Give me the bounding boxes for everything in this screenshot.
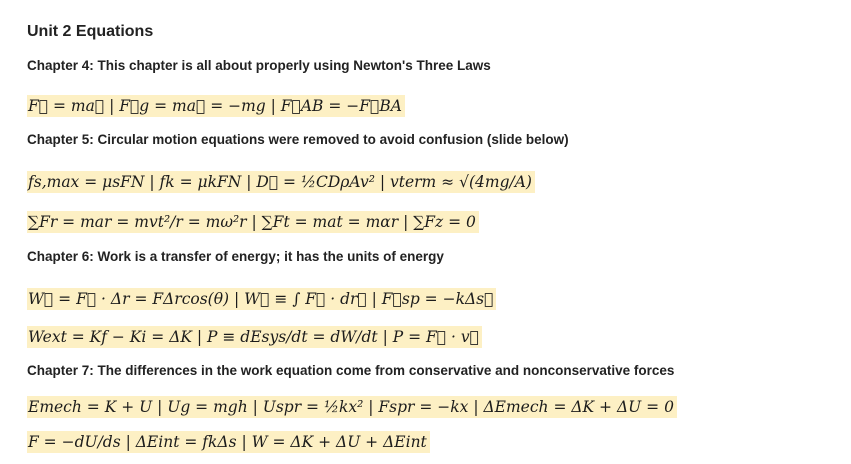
chapter-6-equation-1: W⃗ = F⃗ · Δr = FΔrcos(θ) | W⃗ ≡ ∫ F⃗ · dr⃗ | F⃗sp = −kΔs⃗ — [27, 288, 496, 310]
page-title: Unit 2 Equations — [27, 23, 154, 40]
chapter-7-equation-1: Emech = K + U | Ug = mgh | Uspr = ½kx² | Fspr = −kx | ΔEmech = ΔK + ΔU = 0 — [27, 396, 677, 418]
chapter-5-heading: Chapter 5: Circular motion equations were removed to avoid confusion (slide below) — [27, 132, 569, 147]
chapter-4-heading: Chapter 4: This chapter is all about properly using Newton's Three Laws — [27, 58, 491, 73]
chapter-5-equation-1: fs,max = μsFN | fk = μkFN | D⃗ = ½CDρAv² | vterm ≈ √(4mg/A) — [27, 171, 535, 193]
chapter-6-equation-2: Wext = Kf − Ki = ΔK | P ≡ dEsys/dt = dW/dt | P = F⃗ · v⃗ — [27, 326, 482, 348]
chapter-4-equation-1: F⃗ = ma⃗ | F⃗g = ma⃗ = −mg | F⃗AB = −F⃗BA — [27, 95, 405, 117]
chapter-7-heading: Chapter 7: The differences in the work equation come from conservative and nonconservative forces — [27, 363, 675, 378]
chapter-7-equation-2: F = −dU/ds | ΔEint = fkΔs | W = ΔK + ΔU + ΔEint — [27, 431, 430, 453]
chapter-6-heading: Chapter 6: Work is a transfer of energy; it has the units of energy — [27, 249, 444, 264]
chapter-5-equation-2: ∑Fr = mar = mvt²/r = mω²r | ∑Ft = mat = mαr | ∑Fz = 0 — [27, 211, 479, 233]
